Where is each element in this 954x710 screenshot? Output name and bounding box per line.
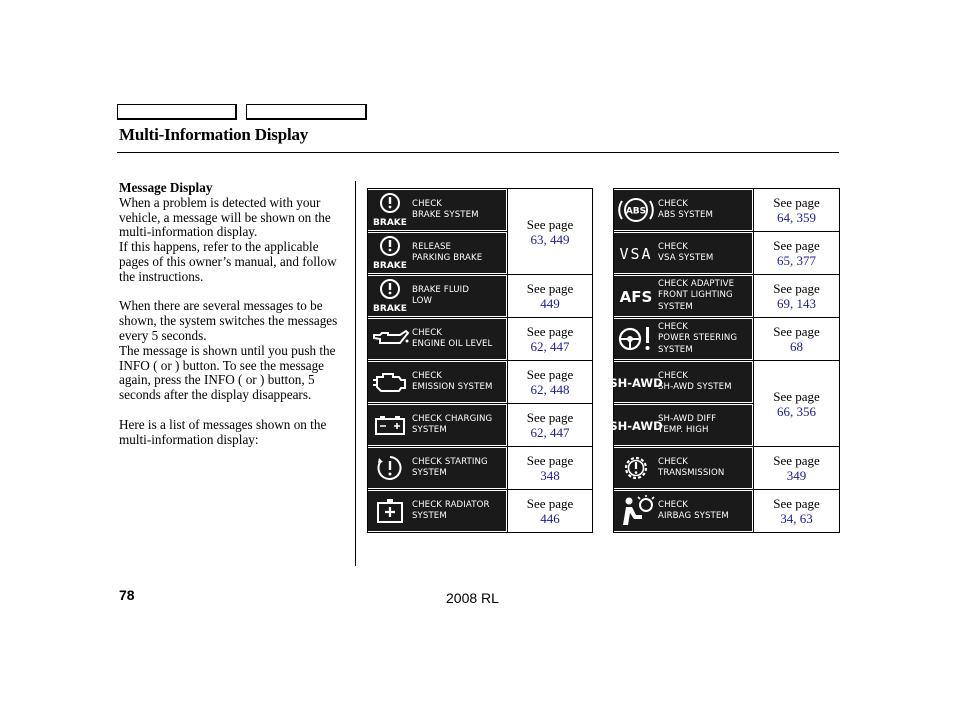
brake-warning-icon (368, 233, 412, 273)
message-row (368, 447, 593, 490)
see-page-label: See page (773, 238, 820, 253)
starter-warning-icon (368, 448, 412, 488)
section-heading: Message Display (119, 180, 213, 195)
svg-text:SH-AWD: SH-AWD (609, 376, 663, 390)
message-row (614, 447, 840, 490)
airbag-icon (614, 491, 658, 531)
column-divider (355, 181, 356, 566)
page-link[interactable]: 66, 356 (777, 403, 816, 419)
message-display-panel (368, 319, 506, 359)
message-text: CHECK CHARGING SYSTEM (412, 413, 493, 435)
message-display-panel (614, 319, 752, 359)
page-link[interactable]: 348 (540, 468, 560, 483)
header-tab-1 (117, 104, 237, 120)
battery-icon (368, 405, 412, 445)
see-page-label: See page (526, 324, 574, 339)
brake-warning-icon (368, 276, 412, 316)
page-reference-cell (754, 318, 840, 361)
see-page-label: See page (773, 453, 820, 468)
page-title: Multi-Information Display (119, 125, 309, 144)
page-link[interactable]: 62, 448 (530, 382, 570, 397)
message-row (614, 361, 840, 404)
page-link[interactable]: 62, 447 (530, 425, 570, 440)
page-reference-cell (508, 189, 593, 275)
page-link[interactable]: 69, 143 (777, 296, 816, 311)
message-display-panel (368, 491, 506, 531)
brake-warning-icon (368, 190, 412, 230)
message-display-cell (368, 404, 508, 447)
message-text: CHECK POWER STEERING SYSTEM (658, 321, 738, 355)
message-display-panel (368, 190, 506, 230)
message-row (614, 318, 840, 361)
page-link[interactable]: 68 (790, 339, 803, 354)
message-row (368, 490, 593, 533)
page-reference-cell (508, 318, 593, 361)
afs-icon (614, 276, 658, 316)
model-label: 2008 RL (446, 590, 499, 606)
message-display-panel (614, 448, 752, 488)
sh-awd-icon (609, 405, 663, 445)
see-page-label: See page (526, 216, 574, 232)
oil-can-icon (368, 319, 412, 359)
message-text: CHECK VSA SYSTEM (658, 241, 714, 263)
svg-text:SH-AWD: SH-AWD (609, 419, 663, 433)
svg-text:BRAKE: BRAKE (373, 304, 407, 314)
intro-paragraph-1: When a problem is detected with your vehicle, a message will be shown on the multi-information display. (119, 194, 331, 240)
page-reference-cell (508, 447, 593, 490)
page-reference-cell (754, 490, 840, 533)
see-page-label: See page (526, 453, 574, 468)
message-display-panel (614, 276, 752, 316)
message-display-cell (609, 361, 754, 404)
message-display-panel (609, 362, 752, 402)
svg-text:BRAKE: BRAKE (373, 261, 407, 271)
page-link[interactable]: 446 (540, 511, 560, 526)
page-reference-cell (508, 404, 593, 447)
message-display-cell (368, 490, 508, 533)
gear-warning-icon (614, 448, 658, 488)
title-rule (117, 152, 839, 153)
message-row (614, 189, 840, 232)
message-row (368, 189, 593, 232)
page-reference-cell (754, 275, 840, 318)
message-display-panel (368, 405, 506, 445)
see-page-label: See page (773, 496, 820, 511)
message-text: CHECK RADIATOR SYSTEM (412, 499, 490, 521)
message-table-left (367, 188, 593, 533)
message-row (368, 318, 593, 361)
see-page-label: See page (773, 388, 820, 404)
page-reference-cell (754, 232, 840, 275)
page-link[interactable]: 63, 449 (530, 231, 570, 247)
message-table-right (609, 188, 840, 533)
message-text: CHECK STARTING SYSTEM (412, 456, 488, 478)
header-tab-2 (246, 104, 367, 120)
message-text: CHECK BRAKE SYSTEM (412, 198, 479, 220)
message-text: RELEASE PARKING BRAKE (412, 241, 483, 263)
message-text: BRAKE FLUID LOW (412, 284, 470, 306)
message-display-cell (614, 275, 754, 318)
message-row (368, 361, 593, 404)
message-row (368, 404, 593, 447)
message-text: CHECK AIRBAG SYSTEM (658, 499, 729, 521)
message-display-cell (614, 318, 754, 361)
svg-text:AFS: AFS (619, 288, 653, 306)
radiator-icon (368, 491, 412, 531)
message-display-cell (368, 318, 508, 361)
message-text: CHECK SH-AWD SYSTEM (658, 370, 732, 392)
page-reference-cell (754, 447, 840, 490)
message-text: CHECK ENGINE OIL LEVEL (412, 327, 493, 349)
see-page-label: See page (773, 281, 820, 296)
message-display-panel (614, 491, 752, 531)
svg-text:BRAKE: BRAKE (373, 218, 407, 228)
svg-text:VSA: VSA (619, 245, 653, 263)
message-display-panel (614, 233, 752, 273)
intro-paragraph-3: When there are several messages to be shown, the system switches the messages every 5 seconds. (119, 298, 338, 343)
message-display-cell (368, 189, 508, 232)
message-row (614, 232, 840, 275)
vsa-icon (614, 233, 658, 273)
see-page-label: See page (526, 367, 574, 382)
page-number: 78 (119, 587, 135, 603)
message-display-panel (368, 276, 506, 316)
page-link[interactable]: 449 (540, 296, 560, 311)
engine-icon (368, 362, 412, 402)
message-text: CHECK EMISSION SYSTEM (412, 370, 493, 392)
message-display-panel (368, 448, 506, 488)
page-reference-cell (508, 490, 593, 533)
see-page-label: See page (526, 281, 574, 296)
message-display-cell (614, 189, 754, 232)
page-link[interactable]: 65, 377 (777, 253, 816, 268)
see-page-label: See page (526, 496, 574, 511)
page-reference-cell (508, 275, 593, 318)
message-text: SH-AWD DIFF TEMP. HIGH (658, 413, 717, 435)
message-row (368, 275, 593, 318)
intro-paragraph-2: If this happens, refer to the applicable pages of this owner’s manual, and follow the instructions. (119, 239, 337, 284)
message-display-panel (368, 233, 506, 273)
svg-text:ABS: ABS (625, 206, 647, 217)
message-display-cell (614, 447, 754, 490)
page-link[interactable]: 34, 63 (780, 511, 813, 526)
intro-paragraph-4: The message is shown until you push the INFO ( or ) button. To see the message again, press the INFO ( or ) button, 5 seconds after the display disappears. (119, 342, 336, 403)
see-page-label: See page (526, 410, 574, 425)
page-reference-cell (754, 189, 840, 232)
message-display-panel (368, 362, 506, 402)
page-link[interactable]: 349 (786, 468, 807, 483)
page-reference-cell (754, 361, 840, 447)
message-display-cell (368, 447, 508, 490)
message-row (614, 275, 840, 318)
page-reference-cell (508, 361, 593, 404)
message-text: CHECK TRANSMISSION (658, 456, 725, 478)
message-display-panel (609, 405, 752, 445)
message-display-cell (368, 275, 508, 318)
page-link[interactable]: 62, 447 (530, 339, 570, 354)
intro-paragraph-5: Here is a list of messages shown on the multi-information display: (119, 416, 327, 447)
message-text: CHECK ADAPTIVE FRONT LIGHTING SYSTEM (658, 278, 735, 312)
message-display-cell (614, 232, 754, 275)
steering-wheel-icon (614, 319, 658, 359)
sh-awd-icon (609, 362, 663, 402)
message-display-cell (368, 232, 508, 275)
see-page-label: See page (773, 324, 820, 339)
message-row (614, 490, 840, 533)
page-link[interactable]: 64, 359 (777, 210, 816, 225)
message-text: CHECK ABS SYSTEM (658, 198, 714, 220)
message-display-cell (368, 361, 508, 404)
abs-icon (614, 190, 658, 230)
see-page-label: See page (773, 195, 820, 210)
message-display-cell (609, 404, 754, 447)
intro-column (119, 181, 347, 447)
message-display-cell (614, 490, 754, 533)
message-display-panel (614, 190, 752, 230)
